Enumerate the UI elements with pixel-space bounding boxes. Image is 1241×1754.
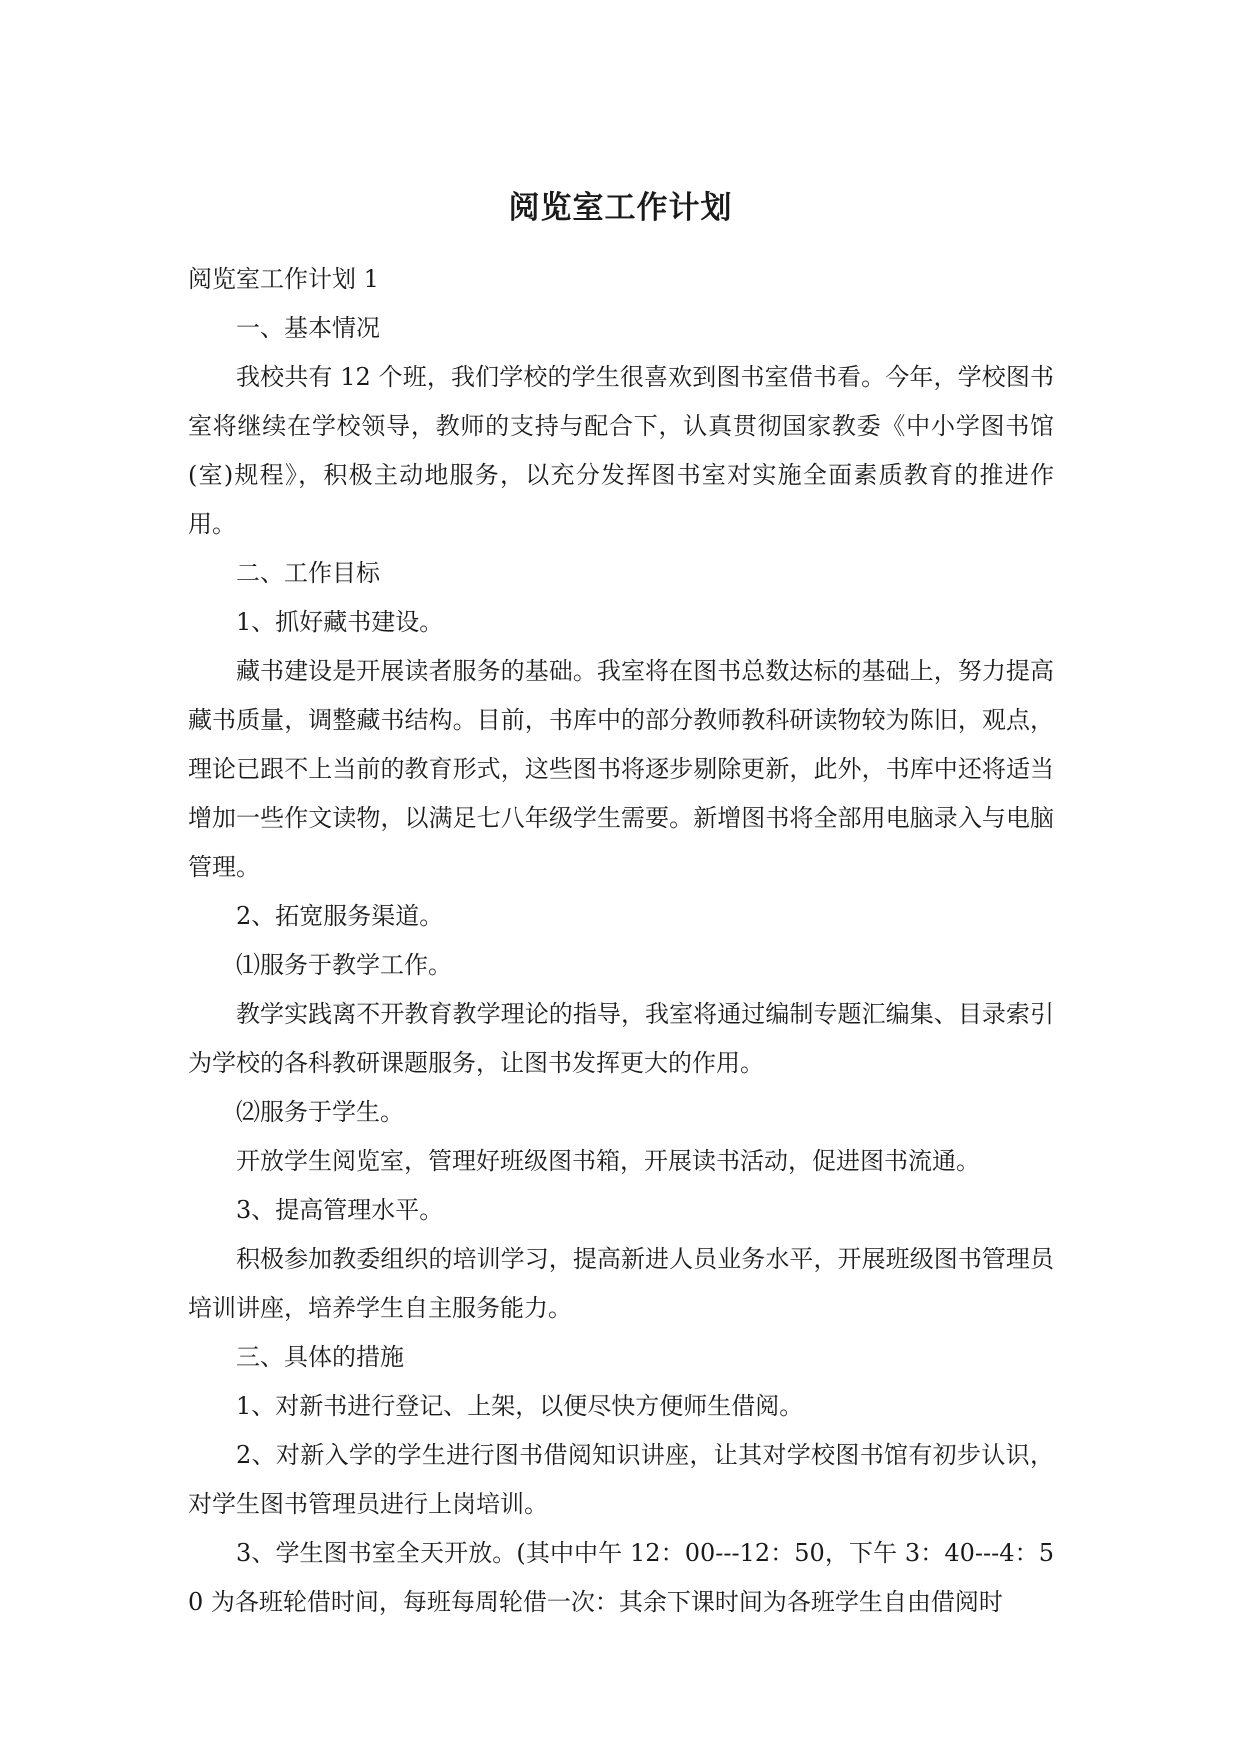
paragraph: ⑴服务于教学工作。	[236, 951, 452, 979]
paragraph: 我校共有 12 个班，我们学校的学生很喜欢到图书室借书看。今年，学校图书室将继续在学校领导，教师的支持与配合下，认真贯彻国家教委《中小学图书馆(室)规程》，积极主动地服务，以充分发挥图书室对实施全面素质教育的推进作用。	[188, 363, 1054, 538]
section-heading: 阅览室工作计划 1	[188, 265, 379, 293]
paragraph: 1、对新书进行登记、上架，以便尽快方便师生借阅。	[236, 1392, 804, 1420]
paragraph: 二、工作目标	[236, 559, 380, 587]
paragraph: 三、具体的措施	[236, 1343, 404, 1371]
paragraph: 1、抓好藏书建设。	[236, 608, 444, 636]
paragraph: 开放学生阅览室，管理好班级图书箱，开展读书活动，促进图书流通。	[236, 1147, 980, 1175]
paragraph: 教学实践离不开教育教学理论的指导，我室将通过编制专题汇编集、目录索引为学校的各科教研课题服务，让图书发挥更大的作用。	[188, 1000, 1054, 1077]
paragraph: 藏书建设是开展读者服务的基础。我室将在图书总数达标的基础上，努力提高藏书质量，调整藏书结构。目前，书库中的部分教师教科研读物较为陈旧，观点，理论已跟不上当前的教育形式，这些图书将逐步剔除更新，此外，书库中还将适当增加一些作文读物，以满足七八年级学生需要。新增图书将全部用电脑录入与电脑管理。	[188, 657, 1054, 881]
paragraph: 一、基本情况	[236, 314, 380, 342]
paragraph: 3、提高管理水平。	[236, 1196, 444, 1224]
paragraph: ⑵服务于学生。	[236, 1098, 404, 1126]
document-body	[188, 255, 1054, 1627]
paragraph: 2、拓宽服务渠道。	[236, 902, 444, 930]
document-title: 阅览室工作计划	[508, 190, 733, 226]
paragraph: 积极参加教委组织的培训学习，提高新进人员业务水平，开展班级图书管理员培训讲座，培养学生自主服务能力。	[188, 1245, 1054, 1322]
paragraph: 2、对新入学的学生进行图书借阅知识讲座，让其对学校图书馆有初步认识，对学生图书管理员进行上岗培训。	[188, 1441, 1054, 1518]
paragraph: 3、学生图书室全天开放。(其中中午 12：00---12：50，下午 3：40---4：50 为各班轮借时间，每班每周轮借一次：其余下课时间为各班学生自由借阅时	[188, 1539, 1054, 1616]
